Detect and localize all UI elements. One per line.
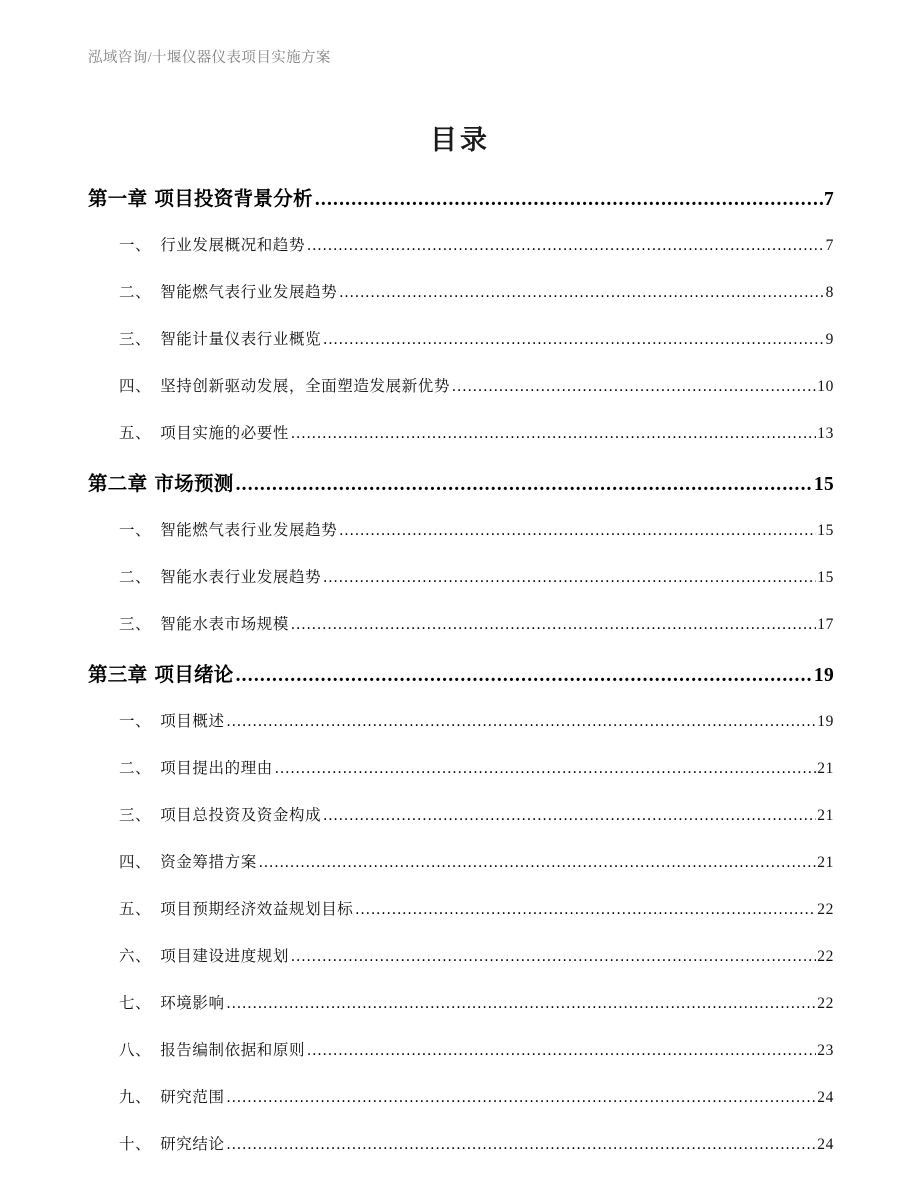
toc-page-number: 21 <box>817 760 834 777</box>
toc-entry-number: 二、 <box>119 284 152 301</box>
toc-entry-label: 项目总投资及资金构成 <box>160 807 322 824</box>
toc-page-number: 13 <box>817 425 834 442</box>
toc-page-number: 15 <box>817 522 834 539</box>
toc-page-number: 24 <box>817 1136 834 1153</box>
toc-section-entry[interactable] <box>88 612 834 659</box>
toc-entry-number: 五、 <box>119 425 152 442</box>
toc-dot-leader <box>307 1043 816 1059</box>
toc-entry-label: 项目提出的理由 <box>160 760 273 777</box>
toc-entry-label: 智能水表行业发展趋势 <box>160 569 322 586</box>
toc-dot-leader <box>227 1137 817 1153</box>
toc-section-entry[interactable] <box>88 374 834 421</box>
toc-dot-leader <box>236 666 813 686</box>
toc-dot-leader <box>236 475 813 495</box>
toc-entry-number: 三、 <box>119 616 152 633</box>
toc-entry-label: 研究结论 <box>160 1136 225 1153</box>
toc-entry-number: 四、 <box>119 378 152 395</box>
toc-section-entry[interactable] <box>88 803 834 850</box>
toc-entry-number: 二、 <box>119 569 152 586</box>
page-title: 目录 <box>430 125 490 155</box>
toc-page-number: 10 <box>817 378 834 395</box>
toc-entry-number: 一、 <box>119 522 152 539</box>
toc-dot-leader <box>227 996 817 1012</box>
toc-section-entry[interactable] <box>88 233 834 280</box>
toc-section-entry[interactable] <box>88 1132 834 1179</box>
toc-section-entry[interactable] <box>88 1038 834 1085</box>
toc-dot-leader <box>291 426 816 442</box>
toc-entry-label: 智能燃气表行业发展趋势 <box>160 284 338 301</box>
toc-entry-number: 二、 <box>119 760 152 777</box>
toc-chapter-entry[interactable] <box>88 183 834 233</box>
toc-entry-label: 研究范围 <box>160 1089 225 1106</box>
toc-dot-leader <box>339 285 824 301</box>
toc-section-entry[interactable] <box>88 897 834 944</box>
toc-dot-leader <box>227 714 817 730</box>
toc-entry-label: 坚持创新驱动发展，全面塑造发展新优势 <box>160 378 451 395</box>
toc-entry-number: 一、 <box>119 713 152 730</box>
toc-dot-leader <box>323 808 816 824</box>
toc-entry-number: 第一章 <box>88 189 148 210</box>
toc-entry-number: 六、 <box>119 948 152 965</box>
toc-dot-leader <box>323 332 824 348</box>
toc-page-number: 22 <box>817 901 834 918</box>
toc-entry-number: 八、 <box>119 1042 152 1059</box>
toc-entry-label: 项目概述 <box>160 713 225 730</box>
toc-entry-number: 五、 <box>119 901 152 918</box>
toc-section-entry[interactable] <box>88 850 834 897</box>
toc-entry-label: 项目实施的必要性 <box>160 425 290 442</box>
toc-dot-leader <box>323 570 816 586</box>
toc-entry-number: 九、 <box>119 1089 152 1106</box>
toc-entry-number: 十、 <box>119 1136 152 1153</box>
toc-entry-label: 智能水表市场规模 <box>160 616 290 633</box>
toc-section-entry[interactable] <box>88 421 834 468</box>
toc-page-number: 17 <box>817 616 834 633</box>
toc-page-number: 15 <box>817 569 834 586</box>
toc-entry-label: 项目绪论 <box>154 665 234 686</box>
toc-dot-leader <box>355 902 816 918</box>
toc-page-number: 22 <box>817 995 834 1012</box>
running-header: 泓域咨询/十堰仪器仪表项目实施方案 <box>88 50 331 66</box>
toc-dot-leader <box>291 949 816 965</box>
toc-page-number: 8 <box>825 284 834 301</box>
toc-page-number: 7 <box>825 237 834 254</box>
toc-dot-leader <box>315 190 823 210</box>
toc-page-number: 23 <box>817 1042 834 1059</box>
toc-section-entry[interactable] <box>88 327 834 374</box>
toc-section-entry[interactable] <box>88 991 834 1038</box>
toc-entry-number: 第三章 <box>88 665 148 686</box>
toc-section-entry[interactable] <box>88 565 834 612</box>
toc-dot-leader <box>227 1090 817 1106</box>
toc-page-number: 24 <box>817 1089 834 1106</box>
toc-entry-label: 市场预测 <box>154 474 234 495</box>
toc-page-number: 19 <box>813 665 834 686</box>
toc-dot-leader <box>275 761 816 777</box>
toc-section-entry[interactable] <box>88 756 834 803</box>
toc-section-entry[interactable] <box>88 944 834 991</box>
toc-section-entry[interactable] <box>88 518 834 565</box>
toc-entry-number: 一、 <box>119 237 152 254</box>
toc-chapter-entry[interactable] <box>88 659 834 709</box>
toc-entry-number: 三、 <box>119 331 152 348</box>
table-of-contents-list <box>88 183 834 1179</box>
toc-page-number: 21 <box>817 854 834 871</box>
toc-entry-number: 第二章 <box>88 474 148 495</box>
toc-dot-leader <box>452 379 816 395</box>
toc-section-entry[interactable] <box>88 280 834 327</box>
toc-dot-leader <box>339 523 816 539</box>
toc-page-number: 9 <box>825 331 834 348</box>
toc-entry-number: 三、 <box>119 807 152 824</box>
toc-entry-label: 智能计量仪表行业概览 <box>160 331 322 348</box>
toc-entry-label: 资金筹措方案 <box>160 854 257 871</box>
toc-page-number: 7 <box>823 189 834 210</box>
toc-entry-label: 项目投资背景分析 <box>154 189 313 210</box>
toc-entry-label: 环境影响 <box>160 995 225 1012</box>
toc-entry-number: 七、 <box>119 995 152 1012</box>
toc-dot-leader <box>291 617 816 633</box>
toc-section-entry[interactable] <box>88 1085 834 1132</box>
toc-entry-label: 项目建设进度规划 <box>160 948 290 965</box>
toc-entry-label: 行业发展概况和趋势 <box>160 237 306 254</box>
toc-page-number: 21 <box>817 807 834 824</box>
toc-section-entry[interactable] <box>88 709 834 756</box>
toc-dot-leader <box>259 855 816 871</box>
toc-entry-label: 项目预期经济效益规划目标 <box>160 901 354 918</box>
toc-page-number: 15 <box>813 474 834 495</box>
toc-page-number: 22 <box>817 948 834 965</box>
toc-entry-label: 智能燃气表行业发展趋势 <box>160 522 338 539</box>
toc-chapter-entry[interactable] <box>88 468 834 518</box>
toc-entry-label: 报告编制依据和原则 <box>160 1042 306 1059</box>
toc-dot-leader <box>307 238 825 254</box>
toc-entry-number: 四、 <box>119 854 152 871</box>
toc-page-number: 19 <box>817 713 834 730</box>
